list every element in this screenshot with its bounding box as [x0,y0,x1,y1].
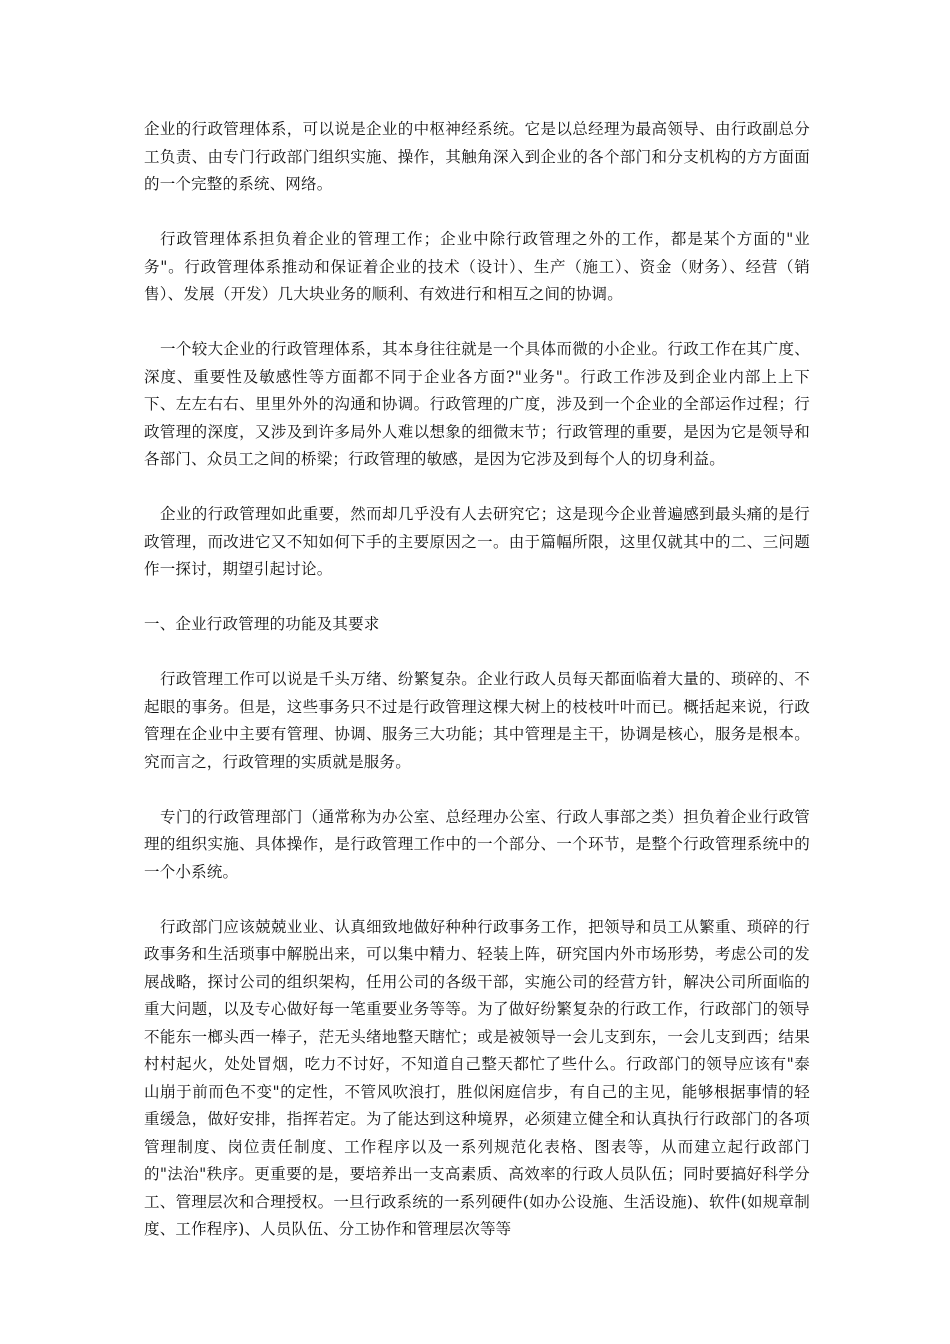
paragraph-gap [144,639,810,667]
section-heading: 一、企业行政管理的功能及其要求 [144,615,380,633]
paragraph-intro: 企业的行政管理体系，可以说是企业的中枢神经系统。它是以总经理为最高领导、由行政副总分工负责、由专门行政部门组织实施、操作，其触角深入到企业的各个部门和分支机构的方方面面的一个完整的系统、网络。 [144,120,810,193]
paragraph-department: 专门的行政管理部门（通常称为办公室、总经理办公室、行政人事部之类）担负着企业行政管理的组织实施、具体操作，是行政管理工作中的一个部分、一个环节，是整个行政管理系统中的一个小系统。 [144,807,810,881]
paragraph-scope: 一个较大企业的行政管理体系，其本身往往就是一个具体而微的小企业。行政工作在其广度、深度、重要性及敏感性等方面都不同于企业各方面?"业务"。行政工作涉及到企业内部上上下下、左左右右、里里外外的沟通和协调。行政管理的广度，涉及到一个企业的全部运作过程；行政管理的深度，又涉及到许多局外人难以想象的细微末节；行政管理的重要，是因为它是领导和各部门、众员工之间的桥梁；行政管理的敏感，是因为它涉及到每个人的切身利益。 [144,340,810,468]
document-page [144,116,810,1244]
paragraph-gap [144,309,810,337]
paragraph-gap [144,886,810,914]
paragraph-gap [144,474,810,502]
paragraph-gap [144,199,810,227]
paragraph-gap [144,776,810,804]
paragraph-importance: 企业的行政管理如此重要，然而却几乎没有人去研究它；这是现今企业普遍感到最头痛的是行政管理，而改进它又不知如何下手的主要原因之一。由于篇幅所限，这里仅就其中的二、三问题作一探讨，期望引起讨论。 [144,505,810,578]
paragraph-gap [144,584,810,612]
paragraph-duties: 行政部门应该兢兢业业、认真细致地做好种种行政事务工作，把领导和员工从繁重、琐碎的行政事务和生活琐事中解脱出来，可以集中精力、轻装上阵，研究国内外市场形势，考虑公司的发展战略，探讨公司的组织架构，任用公司的各级干部，实施公司的经营方针，解决公司所面临的重大问题，以及专心做好每一笔重要业务等等。为了做好纷繁复杂的行政工作，行政部门的领导不能东一榔头西一棒子，茫无头绪地整天瞎忙；或是被领导一会儿支到东，一会儿支到西；结果村村起火，处处冒烟，吃力不讨好，不知道自己整天都忙了些什么。行政部门的领导应该有"泰山崩于前而色不变"的定性，不管风吹浪打，胜似闲庭信步，有自己的主见，能够根据事情的轻重缓急，做好安排，指挥若定。为了能达到这种境界，必须建立健全和认真执行行政部门的各项管理制度、岗位责任制度、工作程序以及一系列规范化表格、图表等，从而建立起行政部门的"法治"秩序。更重要的是，要培养出一支高素质、高效率的行政人员队伍；同时要搞好科学分工、管理层次和合理授权。一旦行政系统的一系列硬件(如办公设施、生活设施)、软件(如规章制度、工作程序)、人员队伍、分工协作和管理层次等等 [144,917,810,1238]
paragraph-business: 行政管理体系担负着企业的管理工作；企业中除行政管理之外的工作，都是某个方面的"业务"。行政管理体系推动和保证着企业的技术（设计）、生产（施工）、资金（财务）、经营（销售）、发展（开发）几大块业务的顺利、有效进行和相互之间的协调。 [144,230,810,303]
paragraph-functions: 行政管理工作可以说是千头万绪、纷繁复杂。企业行政人员每天都面临着大量的、琐碎的、不起眼的事务。但是，这些事务只不过是行政管理这棵大树上的枝枝叶叶而已。概括起来说，行政管理在企业中主要有管理、协调、服务三大功能；其中管理是主干，协调是核心，服务是根本。究而言之，行政管理的实质就是服务。 [144,670,810,771]
